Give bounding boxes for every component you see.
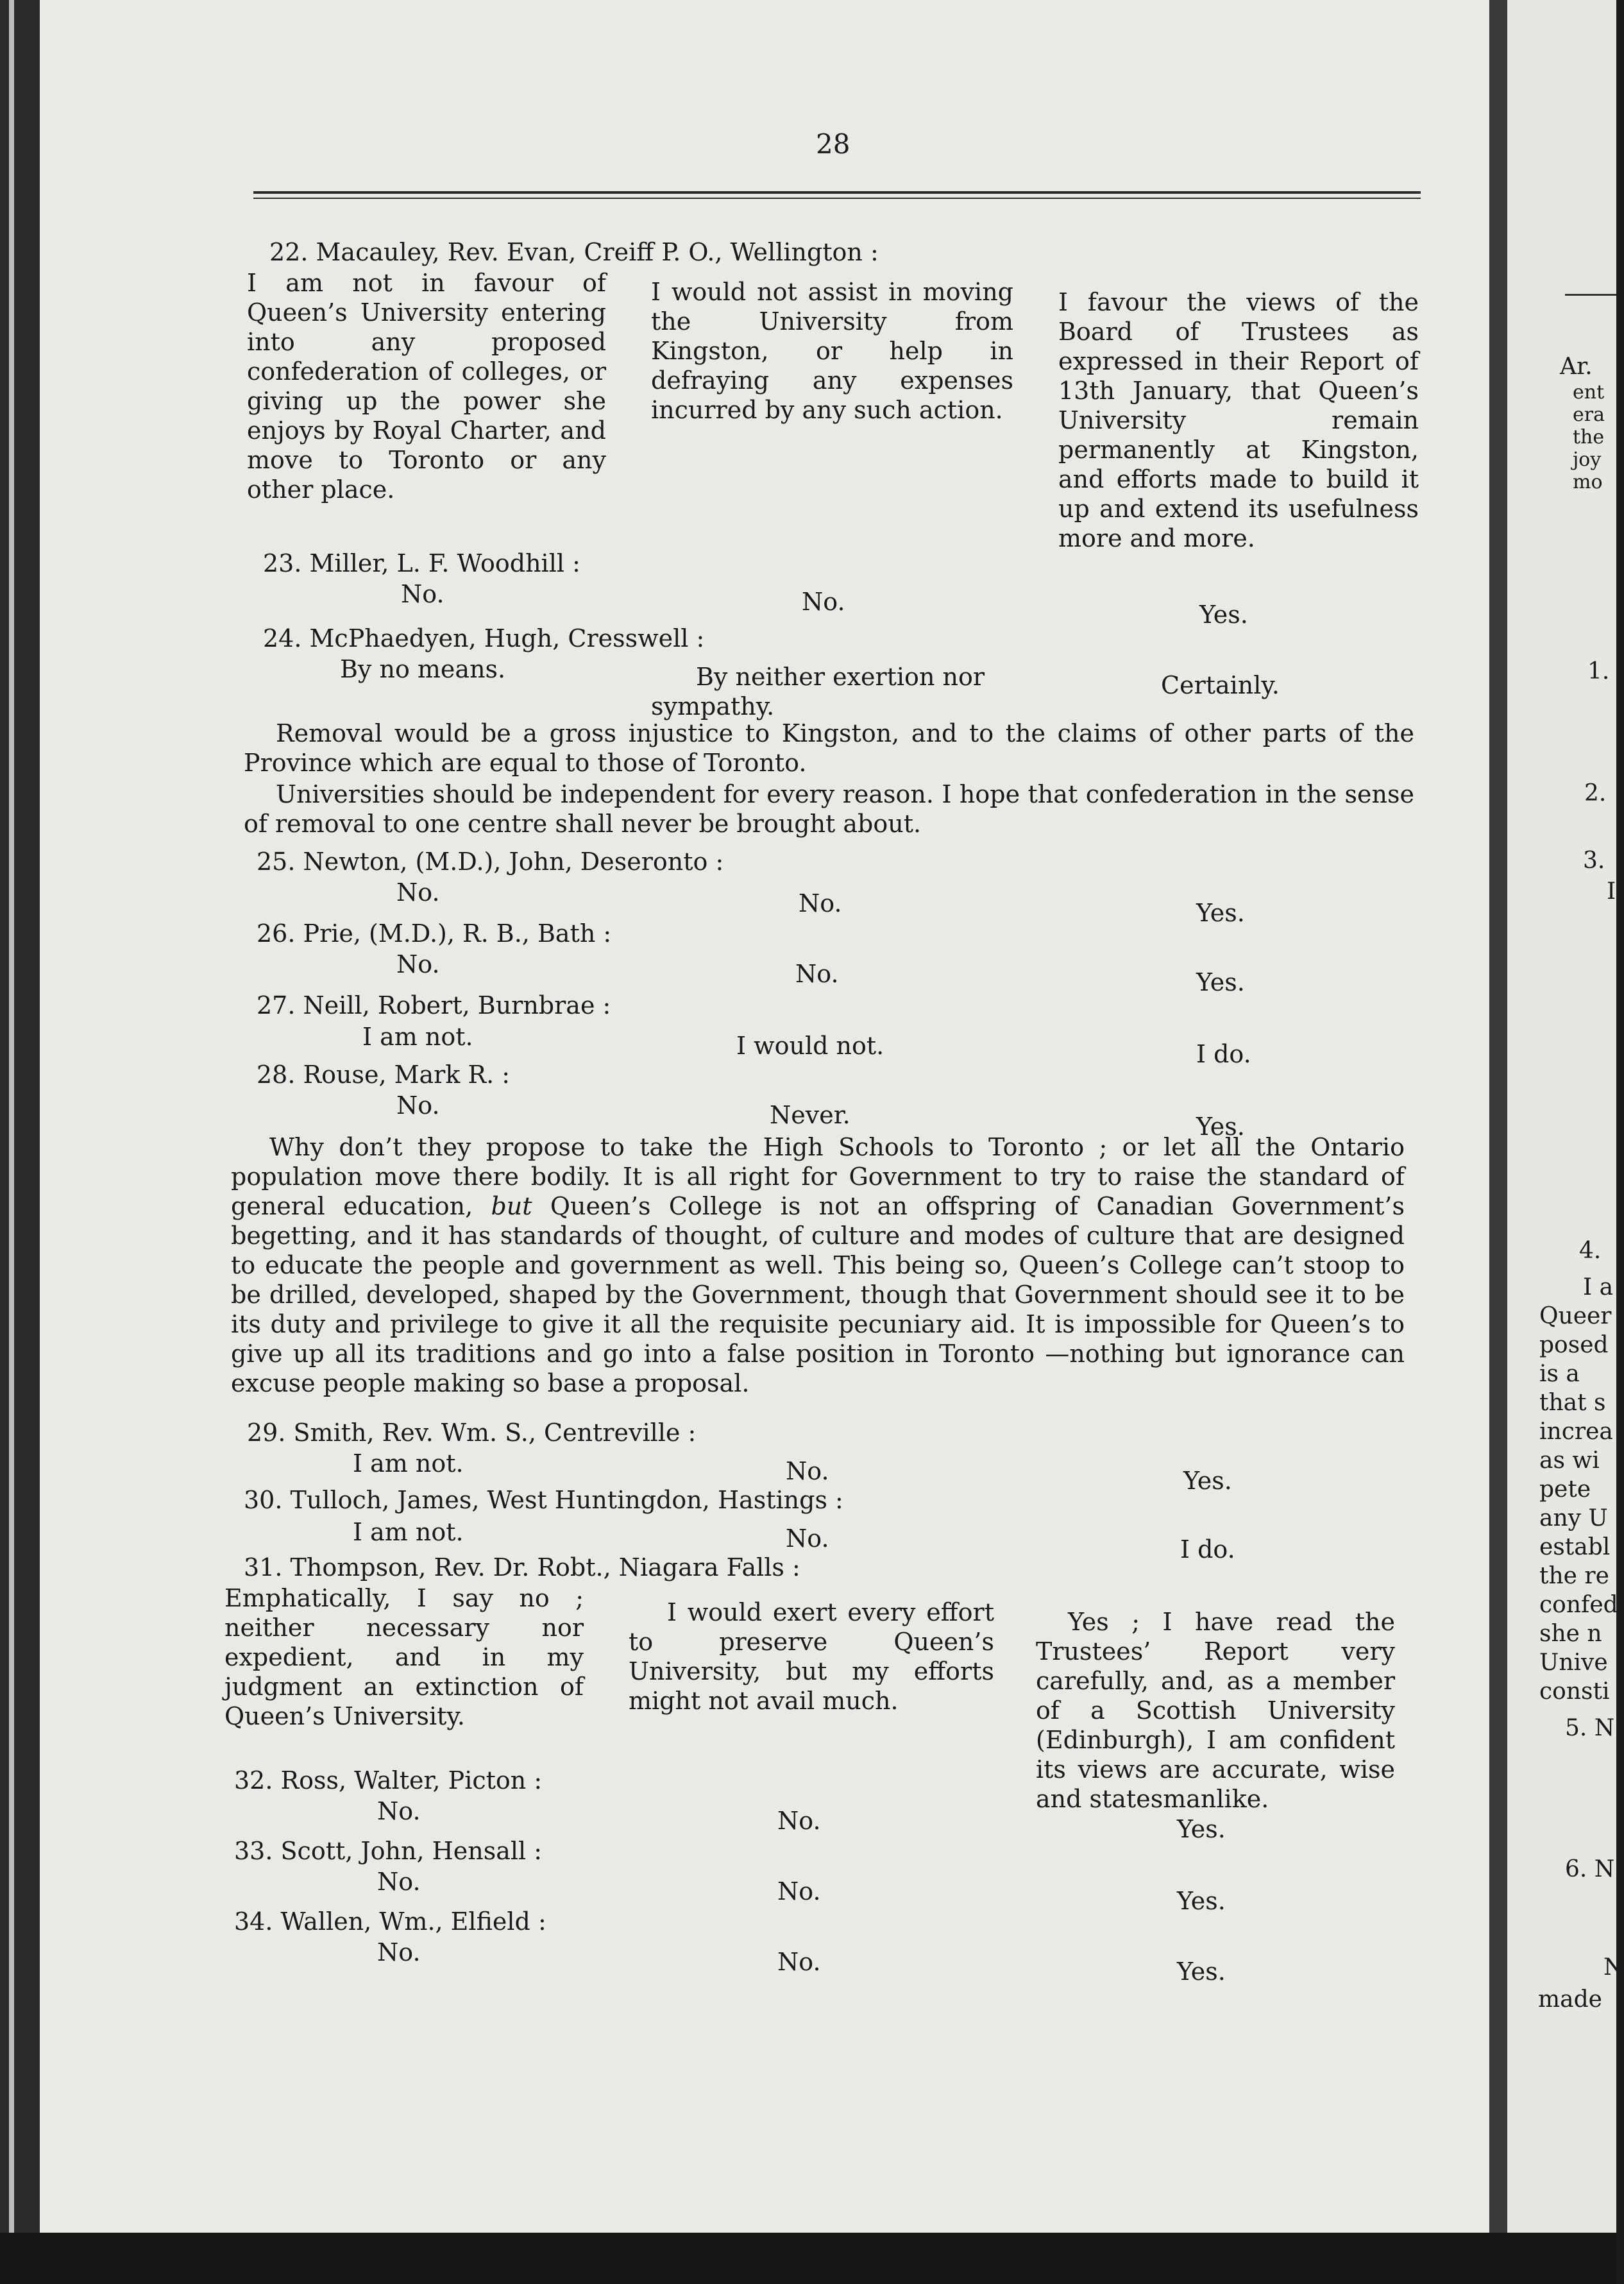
answer-col2: No. xyxy=(786,1524,829,1553)
next-page-fragment: 5. N xyxy=(1565,1715,1615,1741)
next-page-fragment: 2. xyxy=(1584,780,1607,806)
note-text: Why don’t they propose to take the High Schools to Toronto ; or let all the Ontario population move there bodily. It is all right for Government to try to raise the standard of general education, xyxy=(231,1133,1405,1220)
answer-col3: I do. xyxy=(1180,1535,1235,1564)
entry-heading: 26. Prie, (M.D.), R. B., Bath : xyxy=(257,919,612,948)
answer-col2: Never. xyxy=(770,1101,850,1129)
answer-col1: I am not. xyxy=(353,1518,464,1546)
answer-col1: I am not. xyxy=(362,1023,473,1051)
page-edge xyxy=(9,0,14,2233)
entry-heading: 32. Ross, Walter, Picton : xyxy=(234,1766,543,1794)
scan-bottom-border xyxy=(0,2233,1616,2284)
next-page-fragment: era xyxy=(1573,404,1605,426)
next-page-fragment: consti xyxy=(1539,1678,1610,1705)
answer-col1: No. xyxy=(377,1797,421,1825)
entry-heading: 29. Smith, Rev. Wm. S., Centreville : xyxy=(247,1419,697,1447)
book-gutter xyxy=(1489,0,1507,2233)
answer-col1: No. xyxy=(396,950,440,978)
left-binding xyxy=(0,0,40,2233)
header-rule-bottom xyxy=(253,198,1421,199)
next-page-fragment: I xyxy=(1607,878,1616,905)
next-page-fragment: Unive xyxy=(1539,1649,1608,1676)
next-page-fragment: the re xyxy=(1539,1563,1609,1589)
answer-col1: No. xyxy=(396,1091,440,1120)
answer-col3: Yes. xyxy=(1177,1887,1226,1915)
answer-col3: Yes. xyxy=(1177,1815,1226,1843)
answer-col2: No. xyxy=(795,960,839,988)
answer-col3: Yes. xyxy=(1199,601,1248,629)
answer-col2: No. xyxy=(799,889,842,917)
next-page-fragment: posed xyxy=(1539,1332,1609,1358)
answer-col2: No. xyxy=(802,588,845,616)
next-page-fragment: that s xyxy=(1539,1390,1606,1416)
entry-heading: 22. Macauley, Rev. Evan, Creiff P. O., Wellington : xyxy=(269,238,879,266)
answer-col3: Yes. xyxy=(1183,1467,1232,1495)
next-page-fragment: Ar. xyxy=(1560,354,1593,380)
note-text: Queen’s College is not an offspring of Canadian Government’s begetting, and it has standards of thought, of culture and modes of culture that are designed to educate the people and government as well. This being so, Queen’s College can’t stoop to be drilled, developed, shaped by the Government, though that Government should see it to be its duty and privilege to give it all the requisite pecuniary aid. It is impossible for Queen’s to give up all its traditions and go into a false position in Toronto —nothing but ignorance can excuse people making so base a proposal. xyxy=(231,1192,1405,1397)
answer-col3: Yes. xyxy=(1196,968,1245,996)
answer-col3: Yes. xyxy=(1196,899,1245,927)
answer-col1: Emphatically, I say no ; neither necessary nor expedient, and in my judgment an extinction of Queen’s University. xyxy=(224,1584,584,1730)
entry-note: Universities should be independent for every reason. I hope that confederation in the sense of removal to one centre shall never be brought about. xyxy=(244,780,1414,838)
answer-col2: No. xyxy=(777,1948,821,1976)
next-page-fragment: she n xyxy=(1539,1621,1602,1647)
answer-col1: By no means. xyxy=(340,655,506,683)
entry-heading: 27. Neill, Robert, Burnbrae : xyxy=(257,991,611,1019)
answer-col1: I am not. xyxy=(353,1449,464,1478)
entry-heading: 30. Tulloch, James, West Huntingdon, Hastings : xyxy=(244,1486,843,1514)
page-number: 28 xyxy=(816,128,850,160)
answer-col3: I do. xyxy=(1196,1040,1251,1068)
next-page-fragment: Queer xyxy=(1539,1303,1612,1329)
next-page-fragment: pete xyxy=(1539,1476,1591,1503)
next-page-fragment: mo xyxy=(1573,471,1603,493)
answer-col2: I would exert every effort to preserve Queen’s University, but my efforts might not avail much. xyxy=(629,1598,994,1715)
next-page-fragment: establ xyxy=(1539,1534,1611,1560)
answer-col3: Certainly. xyxy=(1161,671,1280,699)
next-page-fragment: made xyxy=(1538,1986,1602,2013)
next-page-fragment: is a xyxy=(1539,1361,1580,1387)
next-page-fragment: I a xyxy=(1583,1274,1614,1300)
answer-col1: No. xyxy=(396,878,440,907)
next-page-fragment: confed xyxy=(1539,1592,1618,1618)
answer-col3: Yes ; I have read the Trustees’ Report very carefully, and, as a member of a Scottish University (Edinburgh), I am confident its views are accurate, wise and statesmanlike. xyxy=(1036,1608,1395,1813)
entry-heading: 24. McPhaedyen, Hugh, Cresswell : xyxy=(263,624,705,652)
answer-col1: No. xyxy=(377,1868,421,1896)
entry-heading: 33. Scott, John, Hensall : xyxy=(234,1837,543,1865)
next-page-fragment: N xyxy=(1603,1954,1624,1981)
next-page-fragment: ent xyxy=(1573,381,1605,404)
entry-heading: 31. Thompson, Rev. Dr. Robt., Niagara Falls : xyxy=(244,1553,800,1581)
next-page-fragment: 6. N xyxy=(1565,1856,1615,1882)
answer-col2: By neither exertion nor sympathy. xyxy=(651,663,985,720)
answer-col1: I am not in favour of Queen’s University entering into any proposed confederation of colleges, or giving up the power she enjoys by Royal Charter, and move to Toronto or any other place. xyxy=(247,269,606,504)
next-page-fragment: increa xyxy=(1539,1419,1613,1445)
next-page-fragment: any U xyxy=(1539,1505,1608,1531)
header-rule-top xyxy=(253,191,1421,194)
next-page-fragment: as wi xyxy=(1539,1447,1600,1474)
answer-col3: I favour the views of the Board of Trustees as expressed in their Report of 13th January, that Queen’s University remain permanently at Kingston, and efforts made to build it up and extend its usefulness more and more. xyxy=(1058,288,1419,552)
next-page-fragment: the xyxy=(1573,426,1605,448)
next-page-fragment: 4. xyxy=(1579,1238,1602,1264)
entry-heading: 23. Miller, L. F. Woodhill : xyxy=(263,549,580,577)
answer-col2: I would not. xyxy=(736,1032,884,1060)
next-page-rule xyxy=(1565,294,1616,296)
answer-col2: No. xyxy=(786,1457,829,1485)
next-page-edge xyxy=(1507,0,1616,2233)
answer-col2: I would not assist in moving the University from Kingston, or help in defraying any expenses incurred by any such action. xyxy=(651,278,1013,424)
answer-col2: No. xyxy=(777,1877,821,1905)
entry-heading: 25. Newton, (M.D.), John, Deseronto : xyxy=(257,848,724,876)
answer-col1: No. xyxy=(377,1938,421,1966)
answer-col3: Yes. xyxy=(1196,1112,1245,1141)
next-page-fragment: 1. xyxy=(1587,658,1610,685)
next-page-fragment: 3. xyxy=(1583,848,1605,874)
entry-note: Removal would be a gross injustice to Kingston, and to the claims of other parts of the Province which are equal to those of Toronto. xyxy=(244,719,1414,777)
entry-note xyxy=(231,1132,1405,1398)
answer-col2: No. xyxy=(777,1807,821,1835)
answer-col3: Yes. xyxy=(1177,1957,1226,1986)
entry-heading: 28. Rouse, Mark R. : xyxy=(257,1061,511,1089)
entry-heading: 34. Wallen, Wm., Elfield : xyxy=(234,1907,546,1936)
note-emphasis: but xyxy=(491,1192,532,1220)
answer-col1: No. xyxy=(401,580,444,608)
next-page-fragment: joy xyxy=(1573,448,1602,471)
